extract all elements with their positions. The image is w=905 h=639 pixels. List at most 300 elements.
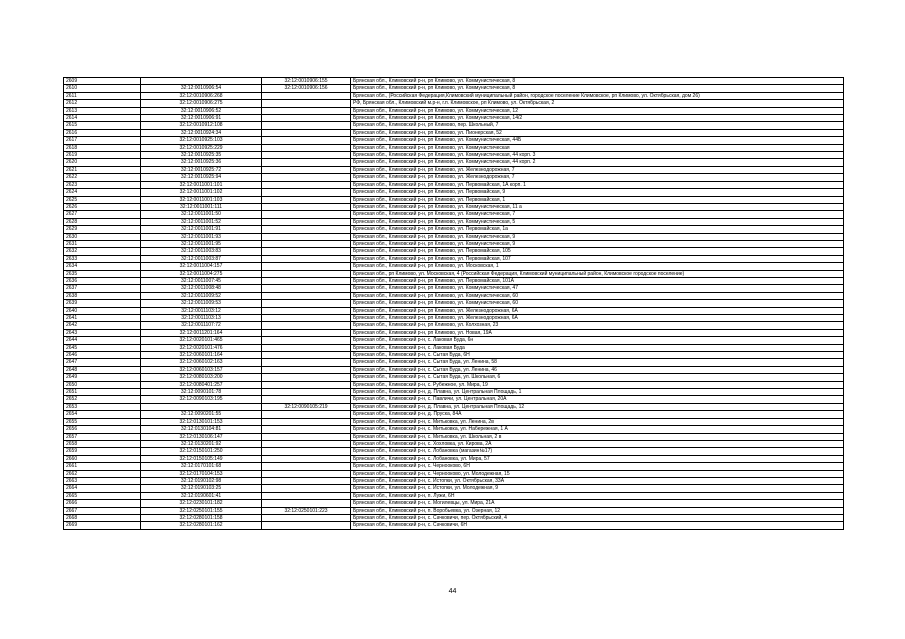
row-number-cell: 2635 xyxy=(64,270,141,277)
address-cell: Брянская обл., Климовский р-н, рп Климово, ул. Коммунистическая, 44Б xyxy=(351,137,844,144)
row-number-cell: 2627 xyxy=(64,211,141,218)
table-row xyxy=(64,196,844,203)
previous-number-cell xyxy=(262,300,351,307)
cadastral-number-cell: 32:12:0060101:164 xyxy=(141,352,262,359)
address-cell: Брянская обл., Климовский р-н, с. Павличи, ул. Центральная, 20А xyxy=(351,396,844,403)
table-row xyxy=(64,522,844,529)
address-cell: Брянская обл., Климовский р-н, рп Климово, ул. Первомайская, 9 xyxy=(351,189,844,196)
cadastral-number-cell: 32:12:0020101:465 xyxy=(141,337,262,344)
address-cell: Брянская обл., Климовский р-н, рп Климово, ул. Коммунистическая, 9 xyxy=(351,233,844,240)
row-number-cell: 2626 xyxy=(64,203,141,210)
address-cell: РФ, Брянская обл., Климовский м.р-н, г.п. Климовское, рп Климово, ул. Октябрьская, 2 xyxy=(351,100,844,107)
previous-number-cell xyxy=(262,218,351,225)
previous-number-cell xyxy=(262,477,351,484)
table-row xyxy=(64,255,844,262)
address-cell: Брянская обл., Климовский р-н, рп Климово, ул. Железнодорожная, 6А xyxy=(351,307,844,314)
table-row xyxy=(64,233,844,240)
previous-number-cell xyxy=(262,240,351,247)
row-number-cell: 2656 xyxy=(64,426,141,433)
previous-number-cell xyxy=(262,203,351,210)
previous-number-cell xyxy=(262,159,351,166)
row-number-cell: 2633 xyxy=(64,255,141,262)
previous-number-cell xyxy=(262,389,351,396)
table-row xyxy=(64,463,844,470)
address-cell: Брянская обл., Климовский р-н, рп Климово, ул. Московская, 1 xyxy=(351,263,844,270)
cadastral-number-cell: 32:12:0190103:25 xyxy=(141,485,262,492)
previous-number-cell xyxy=(262,433,351,440)
cadastral-number-cell: 32:12:0011107:72 xyxy=(141,322,262,329)
previous-number-cell xyxy=(262,440,351,447)
table-row xyxy=(64,100,844,107)
address-cell: Брянская обл., Климовский р-н, рп Климово, ул. Коммунистическая, 47 xyxy=(351,285,844,292)
previous-number-cell xyxy=(262,463,351,470)
row-number-cell: 2622 xyxy=(64,174,141,181)
row-number-cell: 2613 xyxy=(64,107,141,114)
cadastral-number-cell: 32:12:0011001:101 xyxy=(141,181,262,188)
previous-number-cell xyxy=(262,514,351,521)
address-cell: Брянская обл., Климовский р-н, п. Лужи, 6Н xyxy=(351,492,844,499)
previous-number-cell xyxy=(262,396,351,403)
table-row xyxy=(64,240,844,247)
address-cell: Брянская обл., Климовский р-н, рп Климово, ул. Железнодорожная, 7 xyxy=(351,166,844,173)
previous-number-cell xyxy=(262,129,351,136)
address-cell: Брянская обл., Климовский р-н, рп Климово, ул. Первомайская, 1 xyxy=(351,196,844,203)
table-row xyxy=(64,203,844,210)
table-row xyxy=(64,218,844,225)
previous-number-cell xyxy=(262,196,351,203)
address-cell: Брянская обл., Климовский р-н, с. Истопки, ул. Октябрьская, 33А xyxy=(351,477,844,484)
row-number-cell: 2647 xyxy=(64,359,141,366)
address-cell: Брянская обл., Климовский р-н, рп Климово, ул. Железнодорожная, 7 xyxy=(351,174,844,181)
previous-number-cell xyxy=(262,152,351,159)
address-cell: Брянская обл., Климовский р-н, с. Сытая Буда, ул. Ленина, 46 xyxy=(351,366,844,373)
address-cell: Брянская обл., (Российская Федерация,Климовский муниципальный район, городское поселение Климовское, рп Климово, ул. Октябрьская, дом 26) xyxy=(351,92,844,99)
row-number-cell: 2639 xyxy=(64,300,141,307)
address-cell: Брянская обл., Климовский р-н, с. Сачковичи, 6Н xyxy=(351,522,844,529)
cadastral-number-cell: 32:12:0011001:103 xyxy=(141,196,262,203)
cadastral-number-cell: 32:12:0011009:53 xyxy=(141,300,262,307)
row-number-cell: 2637 xyxy=(64,285,141,292)
table-row xyxy=(64,211,844,218)
table-row xyxy=(64,426,844,433)
row-number-cell: 2662 xyxy=(64,470,141,477)
previous-number-cell: 32:12:0010906:156 xyxy=(262,85,351,92)
row-number-cell: 2630 xyxy=(64,233,141,240)
table-row xyxy=(64,174,844,181)
previous-number-cell xyxy=(262,374,351,381)
row-number-cell: 2649 xyxy=(64,374,141,381)
cadastral-number-cell: 32:12:0010925:229 xyxy=(141,144,262,151)
cadastral-number-cell: 32:12:0010906:54 xyxy=(141,85,262,92)
table-row xyxy=(64,159,844,166)
row-number-cell: 2618 xyxy=(64,144,141,151)
previous-number-cell xyxy=(262,137,351,144)
row-number-cell: 2643 xyxy=(64,329,141,336)
row-number-cell: 2661 xyxy=(64,463,141,470)
table-row xyxy=(64,374,844,381)
previous-number-cell xyxy=(262,352,351,359)
table-row xyxy=(64,285,844,292)
cadastral-number-cell: 32:12:0130101:153 xyxy=(141,418,262,425)
table-row xyxy=(64,448,844,455)
row-number-cell: 2620 xyxy=(64,159,141,166)
previous-number-cell xyxy=(262,174,351,181)
address-cell: Брянская обл., Климовский р-н, д. Плавна, ул. Центральная Площадь, 1 xyxy=(351,389,844,396)
previous-number-cell xyxy=(262,211,351,218)
previous-number-cell xyxy=(262,248,351,255)
row-number-cell: 2609 xyxy=(64,78,141,85)
address-cell: Брянская обл., Климовский р-н, рп Климово, ул. Первомайская, 101А xyxy=(351,277,844,284)
address-cell: Брянская обл., Климовский р-н, рп Климово, ул. Первомайская, 105 xyxy=(351,248,844,255)
address-cell: Брянская обл., Климовский р-н, с. Лобановка, ул. Мира, 57 xyxy=(351,455,844,462)
cadastral-number-cell: 32:12:0010912:108 xyxy=(141,122,262,129)
address-cell: Брянская обл., Климовский р-н, с. Чернооково, 6Н xyxy=(351,463,844,470)
address-cell: Брянская обл., Климовский р-н, рп Климово, ул. Новая, 19А xyxy=(351,329,844,336)
table-row xyxy=(64,92,844,99)
cadastral-number-cell: 32:12:0010925:35 xyxy=(141,152,262,159)
table-row xyxy=(64,418,844,425)
cadastral-number-cell: 32:12:0090103:195 xyxy=(141,396,262,403)
table-row xyxy=(64,507,844,514)
previous-number-cell xyxy=(262,226,351,233)
table-row xyxy=(64,307,844,314)
cadastral-number-cell: 32:12:0011001:50 xyxy=(141,211,262,218)
previous-number-cell xyxy=(262,470,351,477)
table-row xyxy=(64,107,844,114)
address-cell: Брянская обл., рп Климово, ул. Московская, 4 (Российская Федерация, Климовский муниципальный район, Климовское городское поселение) xyxy=(351,270,844,277)
table-row xyxy=(64,389,844,396)
cadastral-number-cell: 32:12:0010925:36 xyxy=(141,159,262,166)
previous-number-cell xyxy=(262,411,351,418)
cadastral-number-cell: 32:12:0010925:103 xyxy=(141,137,262,144)
cadastral-number-cell: 32:12:0010924:34 xyxy=(141,129,262,136)
cadastral-number-cell: 32:12:0010906:275 xyxy=(141,100,262,107)
address-cell: Брянская обл., Климовский р-н, с. Хохловка, ул. Кирова, 2А xyxy=(351,440,844,447)
row-number-cell: 2617 xyxy=(64,137,141,144)
previous-number-cell xyxy=(262,426,351,433)
table-row xyxy=(64,315,844,322)
cadastral-number-cell: 32:12:0130104:81 xyxy=(141,426,262,433)
address-cell: Брянская обл., Климовский р-н, рп Климово, ул. Коммунистическая, 60 xyxy=(351,292,844,299)
row-number-cell: 2666 xyxy=(64,500,141,507)
address-cell: Брянская обл., Климовский р-н, с. Митьковка, ул. Ленина, 2в xyxy=(351,418,844,425)
previous-number-cell xyxy=(262,92,351,99)
cadastral-number-cell: 32:12:0150105:149 xyxy=(141,455,262,462)
row-number-cell: 2648 xyxy=(64,366,141,373)
address-cell: Брянская обл., Климовский р-н, рп Климово, ул. Коммунистическая, 14/2 xyxy=(351,115,844,122)
address-cell: Брянская обл., Климовский р-н, рп Климово, ул. Первомайская, 107 xyxy=(351,255,844,262)
cadastral-number-cell: 32:12:0011001:52 xyxy=(141,218,262,225)
table-row xyxy=(64,144,844,151)
row-number-cell: 2652 xyxy=(64,396,141,403)
previous-number-cell xyxy=(262,448,351,455)
table-row xyxy=(64,137,844,144)
previous-number-cell xyxy=(262,270,351,277)
cadastral-number-cell: 32:12:0010925:72 xyxy=(141,166,262,173)
cadastral-number-cell: 32:12:0020101:476 xyxy=(141,344,262,351)
table-row xyxy=(64,329,844,336)
previous-number-cell xyxy=(262,181,351,188)
address-cell: Брянская обл., Климовский р-н, д. Пруска, 84А xyxy=(351,411,844,418)
row-number-cell: 2631 xyxy=(64,240,141,247)
table-row xyxy=(64,440,844,447)
previous-number-cell xyxy=(262,277,351,284)
row-number-cell: 2655 xyxy=(64,418,141,425)
row-number-cell: 2611 xyxy=(64,92,141,99)
cadastral-number-cell: 32:12:0011001:111 xyxy=(141,203,262,210)
row-number-cell: 2640 xyxy=(64,307,141,314)
previous-number-cell xyxy=(262,107,351,114)
table-row xyxy=(64,477,844,484)
table-row xyxy=(64,492,844,499)
previous-number-cell xyxy=(262,455,351,462)
cadastral-number-cell: 32:12:0170101:68 xyxy=(141,463,262,470)
cadastral-number-cell: 32:12:0060102:163 xyxy=(141,359,262,366)
cadastral-number-cell: 32:12:0010906:91 xyxy=(141,115,262,122)
cadastral-number-cell: 32:12:0280101:162 xyxy=(141,522,262,529)
cadastral-number-cell: 32:12:0190102:98 xyxy=(141,477,262,484)
cadastral-number-cell: 32:12:0090201:55 xyxy=(141,411,262,418)
row-number-cell: 2623 xyxy=(64,181,141,188)
row-number-cell: 2624 xyxy=(64,189,141,196)
table-row xyxy=(64,381,844,388)
table-row xyxy=(64,300,844,307)
table-row xyxy=(64,115,844,122)
cadastral-number-cell: 32:12:0011103:13 xyxy=(141,315,262,322)
address-cell: Брянская обл., Климовский р-н, рп Климово, ул. Коммунистическая, 44 корп. 3 xyxy=(351,152,844,159)
table-row xyxy=(64,433,844,440)
address-cell: Брянская обл., Климовский р-н, рп Климово, ул. Коммунистическая, 8 xyxy=(351,85,844,92)
previous-number-cell xyxy=(262,189,351,196)
table-row xyxy=(64,455,844,462)
address-cell: Брянская обл., Климовский р-н, с. Лобановка (магазин№17) xyxy=(351,448,844,455)
previous-number-cell: 32:12:0250101:223 xyxy=(262,507,351,514)
table-row xyxy=(64,78,844,85)
previous-number-cell xyxy=(262,492,351,499)
row-number-cell: 2612 xyxy=(64,100,141,107)
row-number-cell: 2636 xyxy=(64,277,141,284)
previous-number-cell xyxy=(262,418,351,425)
table-row xyxy=(64,263,844,270)
address-cell: Брянская обл., Климовский р-н, с. Чернооково, ул. Молодежная, 15 xyxy=(351,470,844,477)
address-cell: Брянская обл., Климовский р-н, с. Рубежное, ул. Мира, 19 xyxy=(351,381,844,388)
cadastral-number-cell: 32:12:0011003:87 xyxy=(141,255,262,262)
address-cell: Брянская обл., Климовский р-н, рп Климово, ул. Колхозная, 23 xyxy=(351,322,844,329)
table-row xyxy=(64,129,844,136)
cadastral-number-cell: 32:12:0080401:257 xyxy=(141,381,262,388)
row-number-cell: 2668 xyxy=(64,514,141,521)
previous-number-cell xyxy=(262,322,351,329)
cadastral-number-cell xyxy=(141,403,262,410)
previous-number-cell xyxy=(262,255,351,262)
cadastral-number-cell: 32:12:0010925:94 xyxy=(141,174,262,181)
table-row xyxy=(64,500,844,507)
table-row xyxy=(64,352,844,359)
previous-number-cell xyxy=(262,485,351,492)
cadastral-number-cell: 32:12:0011001:93 xyxy=(141,233,262,240)
previous-number-cell xyxy=(262,337,351,344)
address-cell: Брянская обл., Климовский р-н, рп Климово, ул. Железнодорожная, 6А xyxy=(351,315,844,322)
table-row xyxy=(64,166,844,173)
address-cell: Брянская обл., Климовский р-н, п. Воробьевка, ул. Озерная, 12 xyxy=(351,507,844,514)
previous-number-cell xyxy=(262,100,351,107)
address-cell: Брянская обл., Климовский р-н, рп Климово, ул. Первомайская, 1А корп. 1 xyxy=(351,181,844,188)
row-number-cell: 2663 xyxy=(64,477,141,484)
address-cell: Брянская обл., Климовский р-н, рп Климово, ул. Первомайская, 1а xyxy=(351,226,844,233)
previous-number-cell xyxy=(262,263,351,270)
row-number-cell: 2641 xyxy=(64,315,141,322)
table-row xyxy=(64,226,844,233)
address-cell: Брянская обл., Климовский р-н, с. Сытая Буда, 6Н xyxy=(351,352,844,359)
table-row xyxy=(64,411,844,418)
cadastral-number-cell: 32:12:0010906:268 xyxy=(141,92,262,99)
table-row xyxy=(64,514,844,521)
row-number-cell: 2615 xyxy=(64,122,141,129)
row-number-cell: 2628 xyxy=(64,218,141,225)
previous-number-cell xyxy=(262,292,351,299)
previous-number-cell xyxy=(262,144,351,151)
table-row xyxy=(64,396,844,403)
address-cell: Брянская обл., Климовский р-н, рп Климово, ул. Коммунистическая, 12 xyxy=(351,107,844,114)
cadastral-number-cell: 32:12:0090101:78 xyxy=(141,389,262,396)
address-cell: Брянская обл., Климовский р-н, д. Плавна, ул. Центральная Площадь, 12 xyxy=(351,403,844,410)
cadastral-number-cell: 32:12:0011007:45 xyxy=(141,277,262,284)
table-row xyxy=(64,181,844,188)
row-number-cell: 2651 xyxy=(64,389,141,396)
table-body xyxy=(64,78,844,530)
row-number-cell: 2629 xyxy=(64,226,141,233)
row-number-cell: 2642 xyxy=(64,322,141,329)
previous-number-cell xyxy=(262,315,351,322)
table-row xyxy=(64,85,844,92)
address-cell: Брянская обл., Климовский р-н, рп Климово, ул. Пионерская, 52 xyxy=(351,129,844,136)
row-number-cell: 2669 xyxy=(64,522,141,529)
cadastral-number-cell: 32:12:0011003:83 xyxy=(141,248,262,255)
cadastral-number-cell: 32:12:0011001:102 xyxy=(141,189,262,196)
table-row xyxy=(64,189,844,196)
previous-number-cell xyxy=(262,233,351,240)
address-cell: Брянская обл., Климовский р-н, рп Климово, ул. Коммунистическая xyxy=(351,144,844,151)
cadastral-number-cell: 32:12:0011009:52 xyxy=(141,292,262,299)
previous-number-cell xyxy=(262,500,351,507)
row-number-cell: 2646 xyxy=(64,352,141,359)
table-row xyxy=(64,122,844,129)
previous-number-cell xyxy=(262,122,351,129)
address-cell: Брянская обл., Климовский р-н, с. Лаковая Буда, 6н xyxy=(351,337,844,344)
previous-number-cell xyxy=(262,344,351,351)
address-cell: Брянская обл., Климовский р-н, с. Истопки, ул. Молодежная, 9 xyxy=(351,485,844,492)
address-cell: Брянская обл., Климовский р-н, рп Климово, ул. Коммунистическая, 60 xyxy=(351,300,844,307)
row-number-cell: 2654 xyxy=(64,411,141,418)
previous-number-cell xyxy=(262,329,351,336)
row-number-cell: 2653 xyxy=(64,403,141,410)
row-number-cell: 2667 xyxy=(64,507,141,514)
address-cell: Брянская обл., Климовский р-н, рп Климово, ул. Коммунистическая, 8 xyxy=(351,78,844,85)
previous-number-cell xyxy=(262,359,351,366)
address-cell: Брянская обл., Климовский р-н, с. Митьковка, ул. Набережная, 1 А xyxy=(351,426,844,433)
cadastral-number-cell: 32:12:0011001:95 xyxy=(141,240,262,247)
previous-number-cell: 32:12:0090105:219 xyxy=(262,403,351,410)
cadastral-number-cell: 32:12:0010906:52 xyxy=(141,107,262,114)
table-row xyxy=(64,270,844,277)
cadastral-number-cell: 32:12:0280101:158 xyxy=(141,514,262,521)
previous-number-cell xyxy=(262,522,351,529)
row-number-cell: 2657 xyxy=(64,433,141,440)
table-row xyxy=(64,277,844,284)
previous-number-cell xyxy=(262,115,351,122)
address-cell: Брянская обл., Климовский р-н, с. Сытая Буда, ул. Ленина, 58 xyxy=(351,359,844,366)
table-row xyxy=(64,152,844,159)
row-number-cell: 2638 xyxy=(64,292,141,299)
cadastral-number-cell: 32:12:0011001:91 xyxy=(141,226,262,233)
row-number-cell: 2610 xyxy=(64,85,141,92)
table-row xyxy=(64,322,844,329)
table-row xyxy=(64,344,844,351)
cadastral-number-cell: 32:12:0080103:200 xyxy=(141,374,262,381)
row-number-cell: 2659 xyxy=(64,448,141,455)
row-number-cell: 2616 xyxy=(64,129,141,136)
row-number-cell: 2625 xyxy=(64,196,141,203)
previous-number-cell xyxy=(262,366,351,373)
row-number-cell: 2645 xyxy=(64,344,141,351)
cadastral-number-cell: 32:12:0190601:41 xyxy=(141,492,262,499)
row-number-cell: 2658 xyxy=(64,440,141,447)
row-number-cell: 2660 xyxy=(64,455,141,462)
row-number-cell: 2664 xyxy=(64,485,141,492)
table-row xyxy=(64,248,844,255)
previous-number-cell: 32:12:0010906:155 xyxy=(262,78,351,85)
table-row xyxy=(64,359,844,366)
cadastral-number-cell: 32:12:0130201:92 xyxy=(141,440,262,447)
address-cell: Брянская обл., Климовский р-н, рп Климово, ул. Коммунистическая, 44 корп. 2 xyxy=(351,159,844,166)
address-cell: Брянская обл., Климовский р-н, с. Митьковка, ул. Школьная, 2 в xyxy=(351,433,844,440)
cadastral-number-cell: 32:12:0060103:157 xyxy=(141,366,262,373)
address-cell: Брянская обл., Климовский р-н, рп Климово, ул. Коммунистическая, 9 xyxy=(351,240,844,247)
previous-number-cell xyxy=(262,381,351,388)
address-cell: Брянская обл., Климовский р-н, рп Климово, ул. Коммунистическая, 5 xyxy=(351,218,844,225)
cadastral-number-cell: 32:12:0150101:250 xyxy=(141,448,262,455)
property-registry-table xyxy=(63,77,844,530)
cadastral-number-cell: 32:12:0130106:147 xyxy=(141,433,262,440)
table-row xyxy=(64,292,844,299)
previous-number-cell xyxy=(262,285,351,292)
cadastral-number-cell xyxy=(141,78,262,85)
cadastral-number-cell: 32:12:0011004:275 xyxy=(141,270,262,277)
row-number-cell: 2634 xyxy=(64,263,141,270)
row-number-cell: 2621 xyxy=(64,166,141,173)
row-number-cell: 2644 xyxy=(64,337,141,344)
table-row xyxy=(64,366,844,373)
table-row xyxy=(64,485,844,492)
row-number-cell: 2619 xyxy=(64,152,141,159)
row-number-cell: 2632 xyxy=(64,248,141,255)
cadastral-number-cell: 32:12:0011103:12 xyxy=(141,307,262,314)
cadastral-number-cell: 32:12:0011201:164 xyxy=(141,329,262,336)
page-number: 44 xyxy=(448,588,457,595)
address-cell: Брянская обл., Климовский р-н, с. Могилевцы, ул. Мира, 21А xyxy=(351,500,844,507)
cadastral-number-cell: 32:12:0011008:48 xyxy=(141,285,262,292)
address-cell: Брянская обл., Климовский р-н, рп Климово, ул. Коммунистическая, 7 xyxy=(351,211,844,218)
cadastral-number-cell: 32:12:0250101:155 xyxy=(141,507,262,514)
cadastral-number-cell: 32:12:0011004:157 xyxy=(141,263,262,270)
address-cell: Брянская обл., Климовский р-н, с. Сачковичи, пер. Октябрьский, 4 xyxy=(351,514,844,521)
previous-number-cell xyxy=(262,307,351,314)
cadastral-number-cell: 32:12:0230101:182 xyxy=(141,500,262,507)
address-cell: Брянская обл., Климовский р-н, с. Лаковая Буда xyxy=(351,344,844,351)
address-cell: Брянская обл., Климовский р-н, рп Климово, пер. Школьный, 7 xyxy=(351,122,844,129)
table-row xyxy=(64,403,844,410)
row-number-cell: 2614 xyxy=(64,115,141,122)
